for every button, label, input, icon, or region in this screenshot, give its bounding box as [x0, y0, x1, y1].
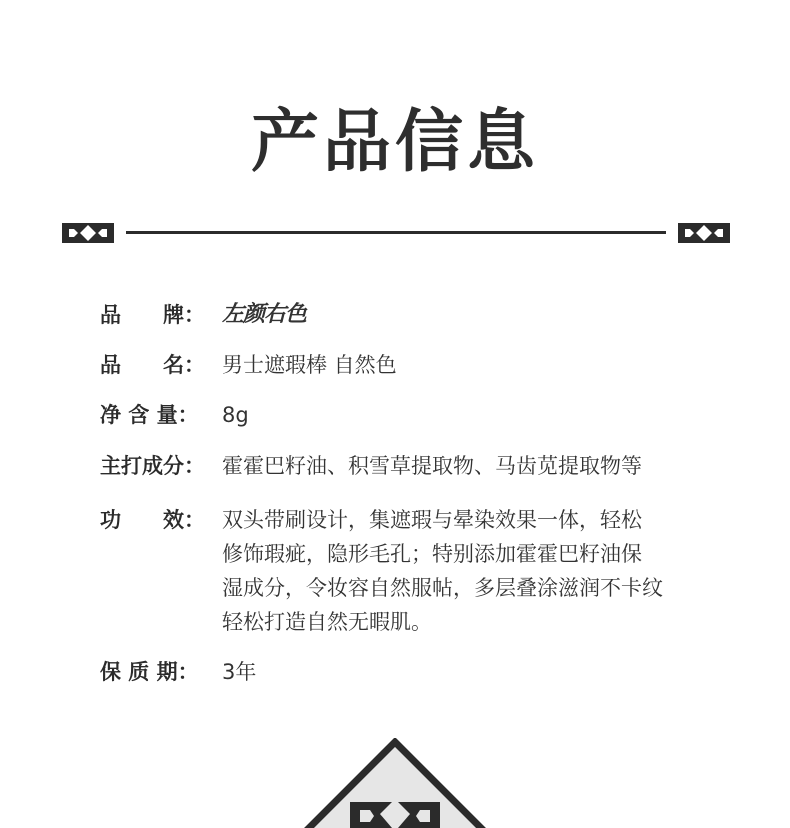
- net-label: 净 含 量：: [100, 403, 199, 427]
- name-value: 男士遮瑕棒 自然色: [222, 353, 397, 377]
- ingredients-label: 主打成分：: [100, 454, 205, 478]
- effect-line: 双头带刷设计，集遮瑕与晕染效果一体，轻松: [222, 508, 642, 532]
- net-value: 8g: [222, 403, 249, 427]
- ingredients-value: 霍霍巴籽油、积雪草提取物、马齿苋提取物等: [222, 454, 642, 478]
- brand-value: 左颜右色: [222, 302, 307, 327]
- brand-badge-icon: [300, 738, 490, 828]
- shelf-label: 保 质 期：: [100, 660, 199, 684]
- brand-logo-icon: [60, 220, 116, 246]
- effect-label: 功 效：: [100, 508, 205, 532]
- brand-label: 品 牌：: [100, 303, 205, 327]
- effect-value: [222, 503, 702, 639]
- section-divider: [126, 231, 666, 234]
- effect-line: 修饰瑕疵，隐形毛孔；特别添加霍霍巴籽油保: [222, 542, 642, 566]
- shelf-value: 3年: [222, 660, 257, 684]
- name-label: 品 名：: [100, 353, 205, 377]
- page-title: 产品信息: [250, 103, 539, 182]
- brand-logo-icon: [676, 220, 732, 246]
- effect-line: 湿成分，令妆容自然服帖，多层叠涂滋润不卡纹: [222, 576, 663, 600]
- effect-line: 轻松打造自然无暇肌。: [222, 610, 432, 634]
